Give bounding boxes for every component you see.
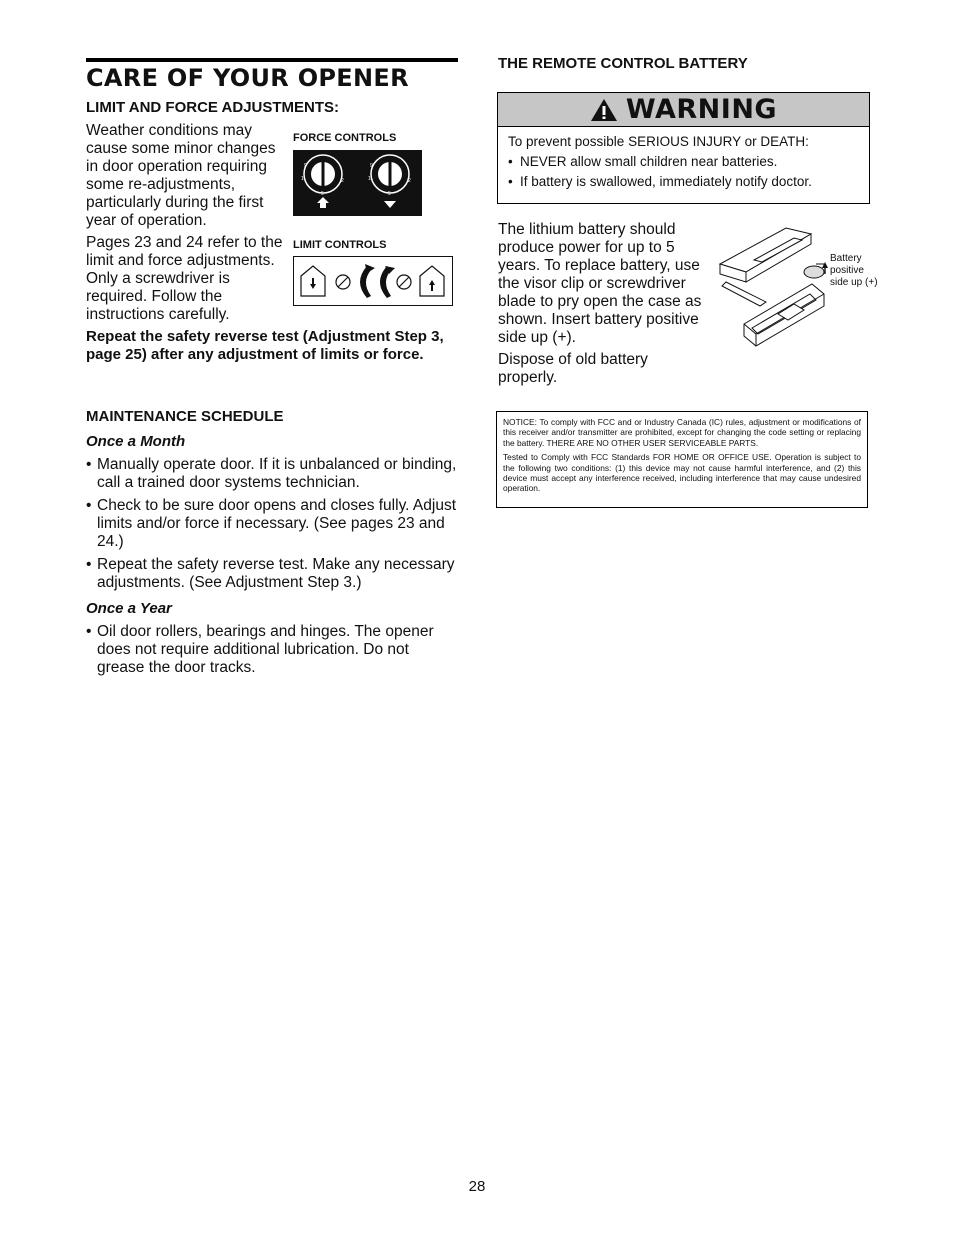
once-a-year-list [86,623,458,677]
list-item: • Oil door rollers, bearings and hinges. The opener does not require additional lubrication. Do not grease the door tracks. [86,623,458,677]
list-item: • Repeat the safety reverse test. Make any necessary adjustments. (See Adjustment Step 3.) [86,556,458,592]
battery-para1: The lithium battery should produce power for up to 5 years. To replace battery, use the visor clip or screwdriver blade to pry open the case as shown. Insert battery positive side up (+). [498,221,702,346]
battery-callout-line: positive [830,265,864,276]
list-item: • Check to be sure door opens and closes fully. Adjust limits and/or force if necessary. (See pages 23 and 24.) [86,497,458,551]
maintenance-heading: MAINTENANCE SCHEDULE [86,408,284,425]
force-controls-label: FORCE CONTROLS [293,132,397,144]
once-a-month-list [86,456,458,592]
svg-text:9: 9 [304,163,307,169]
once-a-month-heading: Once a Month [86,433,186,450]
limit-force-para1: Weather conditions may cause some minor changes in door operation requiring some re-adjustments, particularly during the first year of operation. [86,122,276,229]
battery-para2: Dispose of old battery properly. [498,351,648,386]
svg-text:5: 5 [388,191,391,197]
svg-text:2: 2 [408,178,411,184]
limit-force-para2: Pages 23 and 24 refer to the limit and force adjustments. Only a screwdriver is required. Follow the instructions carefully. [86,234,283,323]
battery-text [498,221,710,391]
fcc-notice-box [496,411,868,508]
limit-force-intro [86,122,286,328]
screw-icon [336,275,350,289]
screw-icon [397,275,411,289]
warning-item: • If battery is swallowed, immediately notify doctor. [508,172,859,192]
once-a-year-heading: Once a Year [86,600,172,617]
title-rule [86,58,458,62]
warning-item: • NEVER allow small children near batteries. [508,152,859,172]
warning-triangle-icon [590,98,618,122]
notice-para2: Tested to Comply with FCC Standards FOR HOME OR OFFICE USE. Operation is subject to the following two conditions: (1) this device may not cause harmful interference, and (2) this device must accept any interference received, including interference that may cause undesired operation. [503,452,861,494]
limit-force-heading: LIMIT AND FORCE ADJUSTMENTS: [86,99,340,116]
svg-text:5: 5 [321,191,324,197]
warning-body [498,127,869,197]
remote-battery-illustration [716,224,836,354]
battery-callout [830,253,878,289]
limit-controls-illustration [293,256,453,306]
page-number: 28 [468,1178,486,1195]
maintenance-schedule [86,408,458,682]
list-item: • Manually operate door. If it is unbalanced or binding, call a trained door systems technician. [86,456,458,492]
page-title: CARE OF YOUR OPENER [86,64,409,92]
warning-title: WARNING [625,94,778,125]
battery-heading: THE REMOTE CONTROL BATTERY [498,55,748,72]
safety-reverse-note: Repeat the safety reverse test (Adjustment Step 3, page 25) after any adjustment of limits or force. [86,328,444,363]
svg-text:9: 9 [370,163,373,169]
force-dial-icon [293,150,422,216]
warning-intro: To prevent possible SERIOUS INJURY or DEATH: [508,134,809,149]
battery-callout-line: side up (+) [830,277,878,288]
limit-controls-label: LIMIT CONTROLS [293,239,387,251]
warning-box [497,92,870,204]
notice-para1: NOTICE: To comply with FCC and or Industry Canada (IC) rules, adjustment or modifications of this receiver and/or transmitter are prohibited, except for changing the code setting or replacing the battery. THERE ARE NO OTHER USER SERVICEABLE PARTS. [503,417,861,448]
svg-text:1: 1 [368,176,371,182]
svg-text:2: 2 [341,178,344,184]
warning-header [498,93,869,127]
svg-text:1: 1 [301,176,304,182]
battery-callout-line: Battery [830,253,862,264]
